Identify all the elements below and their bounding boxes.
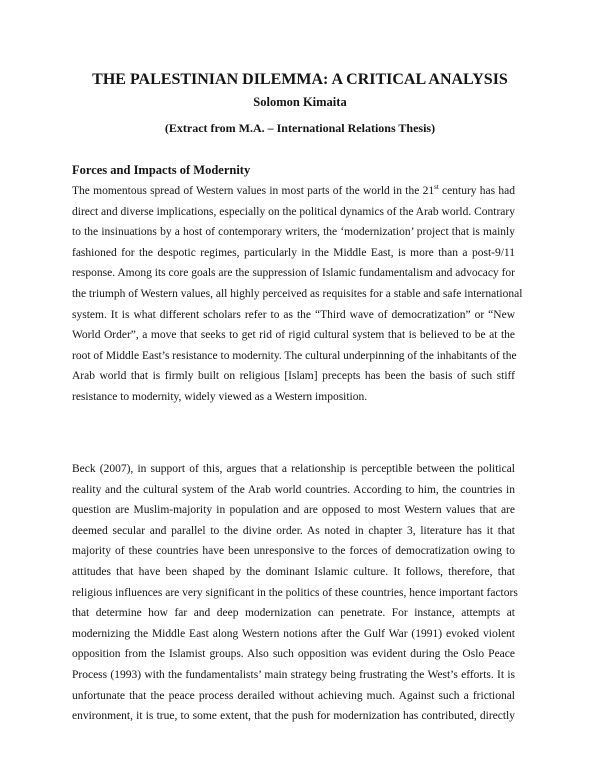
paragraph-line: question are Muslim-majority in population and are opposed to most Western values that are — [72, 504, 515, 517]
document-title: THE PALESTINIAN DILEMMA: A CRITICAL ANALYSIS — [92, 71, 508, 88]
document-subtitle: (Extract from M.A. – International Relations Thesis) — [164, 121, 436, 135]
paragraph-line: direct and diverse implications, especially on the political dynamics of the Arab world. Contrary — [72, 205, 515, 218]
paragraph-1 — [72, 181, 523, 408]
paragraph-line: to the insinuations by a host of contemporary writers, the ‘modernization’ project that is mainly — [72, 226, 515, 239]
paragraph-line: reality and the cultural system of the Arab world countries. According to him, the countries in — [72, 483, 515, 496]
superscript: st — [434, 183, 439, 192]
paragraph-line: resistance to modernity, widely viewed as a Western imposition. — [72, 390, 368, 403]
paragraph-line: the triumph of Western values, all highly perceived as requisites for a stable and safe international — [72, 287, 523, 300]
paragraph-line: response. Among its core goals are the suppression of Islamic fundamentalism and advocacy for — [72, 267, 515, 280]
paragraph-line: root of Middle East’s resistance to modernity. The cultural underpinning of the inhabitants of the — [72, 349, 517, 362]
author-name: Solomon Kimaita — [253, 95, 347, 109]
paragraph-line: fashioned for the despotic regimes, particularly in the Middle East, is more than a post-9/11 — [72, 246, 515, 259]
paragraph-line: opposition from the Islamist groups. Also such opposition was evident during the Oslo Peace — [72, 648, 515, 661]
paragraph-line: Arab world that is firmly built on religious [Islam] precepts has been the basis of such stiff — [72, 370, 515, 383]
paragraph-line: unfortunate that the peace process derailed without achieving much. Against such a frictional — [72, 689, 515, 702]
paragraph-line: majority of these countries have been unresponsive to the forces of democratization owing to — [72, 545, 515, 558]
line-text: The momentous spread of Western values in most parts of the world in the 21 — [72, 185, 435, 197]
paragraph-line: environment, it is true, to some extent, that the push for modernization has contributed, directly — [72, 710, 515, 723]
paragraph-line: system. It is what different scholars refer to as the “Third wave of democratization” or “New — [72, 308, 515, 321]
paragraph-line: modernizing the Middle East along Western notions after the Gulf War (1991) evoked violent — [72, 627, 515, 640]
paragraph-line: attitudes that have been shaped by the dominant Islamic culture. It follows, therefore, that — [72, 565, 515, 578]
paragraph-line: Beck (2007), in support of this, argues that a relationship is perceptible between the political — [72, 463, 515, 475]
paragraph-2 — [72, 459, 518, 727]
paragraph-line — [72, 181, 515, 202]
section-heading: Forces and Impacts of Modernity — [72, 163, 251, 177]
paragraph-line: deemed secular and parallel to the divine order. As noted in chapter 3, literature has it that — [72, 524, 515, 537]
paragraph-line: religious influences are very significant in the politics of these countries, hence important factors — [72, 586, 518, 599]
paragraph-line: World Order”, a move that seeks to get rid of rigid cultural system that is believed to be at the — [72, 329, 515, 342]
paragraph-line: that determine how far and deep modernization can penetrate. For instance, attempts at — [72, 607, 515, 620]
line-text-tail: century has had — [438, 185, 515, 197]
paragraph-line: Process (1993) with the fundamentalists’ main strategy being frustrating the West’s efforts. It is — [72, 668, 515, 681]
